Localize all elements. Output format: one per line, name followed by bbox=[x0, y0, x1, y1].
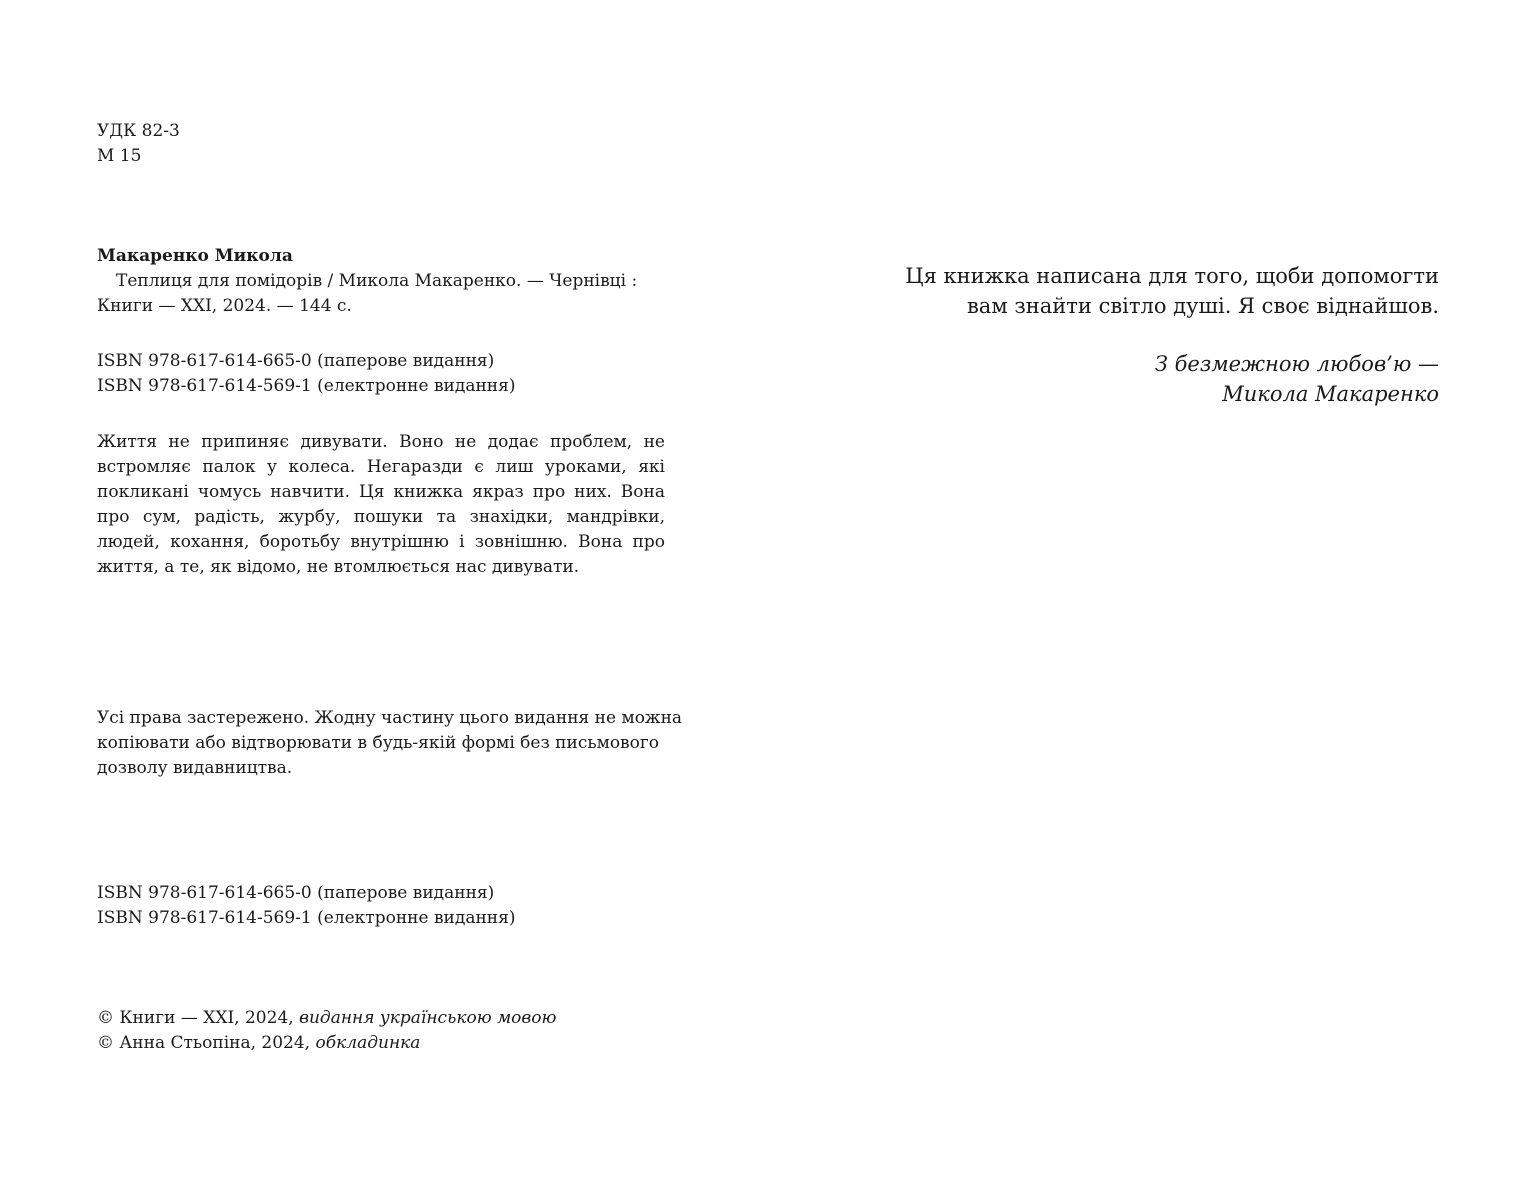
author-name: Макаренко Микола bbox=[97, 246, 293, 266]
udk-code: УДК 82-3 bbox=[97, 121, 180, 141]
isbn-print: ISBN 978-617-614-665-0 (паперове видання) bbox=[97, 351, 495, 371]
isbn-block-top bbox=[97, 349, 665, 399]
dedication-line: вам знайти світло душі. Я своє віднайшов. bbox=[966, 294, 1439, 318]
catalog-codes bbox=[97, 119, 665, 169]
isbn-block-bottom bbox=[97, 881, 665, 931]
dedication-signature bbox=[879, 349, 1439, 409]
copyright-line-cover bbox=[97, 1031, 665, 1056]
isbn-electronic: ISBN 978-617-614-569-1 (електронне видання) bbox=[97, 908, 516, 928]
bibliographic-record bbox=[97, 244, 665, 319]
annotation-paragraph: Життя не припиняє дивувати. Воно не додає проблем, не встромляє палок у колеса. Негаразди є лиш уроками, які покликані чомусь навчити. Ця книжка якраз про них. Вона про сум, радість, журбу, пошуки та знахідки, мандрівки, людей, кохання, боротьбу внутрішню і зовнішню. Вона про життя, а те, як відомо, не втомлюється нас дивувати. bbox=[97, 432, 665, 577]
author-mark-code: М 15 bbox=[97, 146, 142, 166]
isbn-electronic: ISBN 978-617-614-569-1 (електронне видання) bbox=[97, 376, 516, 396]
copyright-scope: обкладинка bbox=[315, 1033, 421, 1053]
copyright-holder: © Книги — ХХІ, 2024, bbox=[97, 1008, 300, 1028]
dedication bbox=[879, 261, 1439, 321]
rights-notice bbox=[97, 706, 683, 781]
dedication-line: Ця книжка написана для того, щоби допомогти bbox=[905, 264, 1439, 288]
copyright-line-publisher bbox=[97, 1006, 665, 1031]
rights-line: дозволу видавництва. bbox=[97, 758, 293, 778]
signature-line: З безмежною любов’ю — bbox=[1154, 352, 1439, 376]
copyright-holder: © Анна Стьопіна, 2024, bbox=[97, 1033, 316, 1053]
copyright-scope: видання українською мовою bbox=[299, 1008, 557, 1028]
book-title-line: Теплиця для помідорів / Микола Макаренко. — Чернівці : bbox=[116, 271, 638, 291]
rights-line: копіювати або відтворювати в будь-якій формі без письмового bbox=[97, 733, 659, 753]
copyright-block bbox=[97, 1006, 665, 1056]
signature-name: Микола Макаренко bbox=[1222, 382, 1439, 406]
publisher-line: Книги — ХХІ, 2024. — 144 с. bbox=[97, 296, 352, 316]
isbn-print: ISBN 978-617-614-665-0 (паперове видання) bbox=[97, 883, 495, 903]
rights-line: Усі права застережено. Жодну частину цього видання не можна bbox=[97, 708, 683, 728]
